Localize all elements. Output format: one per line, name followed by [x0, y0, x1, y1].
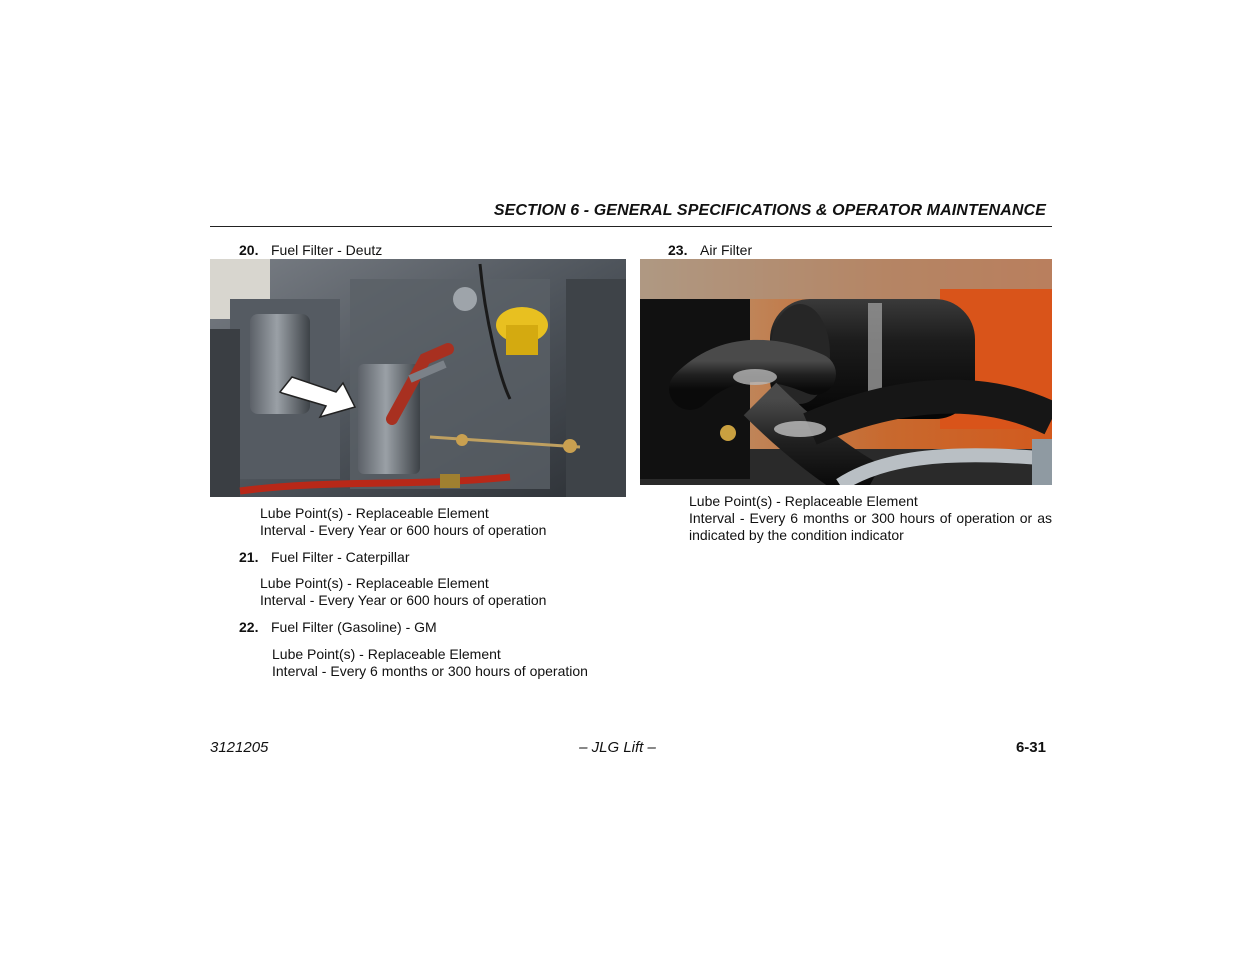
item-number: 21.	[239, 549, 259, 565]
item-title: Fuel Filter (Gasoline) - GM	[271, 619, 437, 635]
item-22-body	[272, 646, 588, 680]
item-title: Fuel Filter - Deutz	[271, 242, 383, 258]
item-number: 23.	[668, 242, 688, 258]
interval: Interval - Every 6 months or 300 hours of operation	[272, 663, 588, 679]
item-title: Fuel Filter - Caterpillar	[271, 549, 410, 565]
item-22-heading	[239, 619, 437, 635]
item-21-body	[260, 575, 546, 609]
item-number: 20.	[239, 242, 259, 258]
interval: Interval - Every Year or 600 hours of operation	[260, 522, 547, 538]
fuel-filter-deutz-photo	[210, 259, 626, 497]
air-filter-photo	[640, 259, 1052, 485]
footer-publisher: – JLG Lift –	[579, 739, 656, 756]
item-21-heading	[239, 549, 409, 565]
document-number: 3121205	[210, 739, 269, 756]
lube-point: Lube Point(s) - Replaceable Element	[260, 505, 489, 521]
item-23-body	[689, 493, 1052, 544]
page-number: 6-31	[1015, 739, 1046, 756]
item-20-heading	[239, 242, 382, 258]
item-20-body	[260, 505, 546, 539]
item-title: Air Filter	[700, 242, 753, 258]
item-number: 22.	[239, 619, 259, 635]
header-divider	[210, 226, 1052, 227]
item-23-heading	[668, 242, 752, 258]
lube-point: Lube Point(s) - Replaceable Element	[689, 493, 918, 509]
interval: Interval - Every Year or 600 hours of operation	[260, 592, 547, 608]
lube-point: Lube Point(s) - Replaceable Element	[260, 575, 489, 591]
interval: Interval - Every 6 months or 300 hours of operation or as indicated by the condition indicator	[689, 510, 1052, 543]
lube-point: Lube Point(s) - Replaceable Element	[272, 646, 501, 662]
section-title: SECTION 6 - GENERAL SPECIFICATIONS & OPERATOR MAINTENANCE	[493, 202, 1046, 219]
